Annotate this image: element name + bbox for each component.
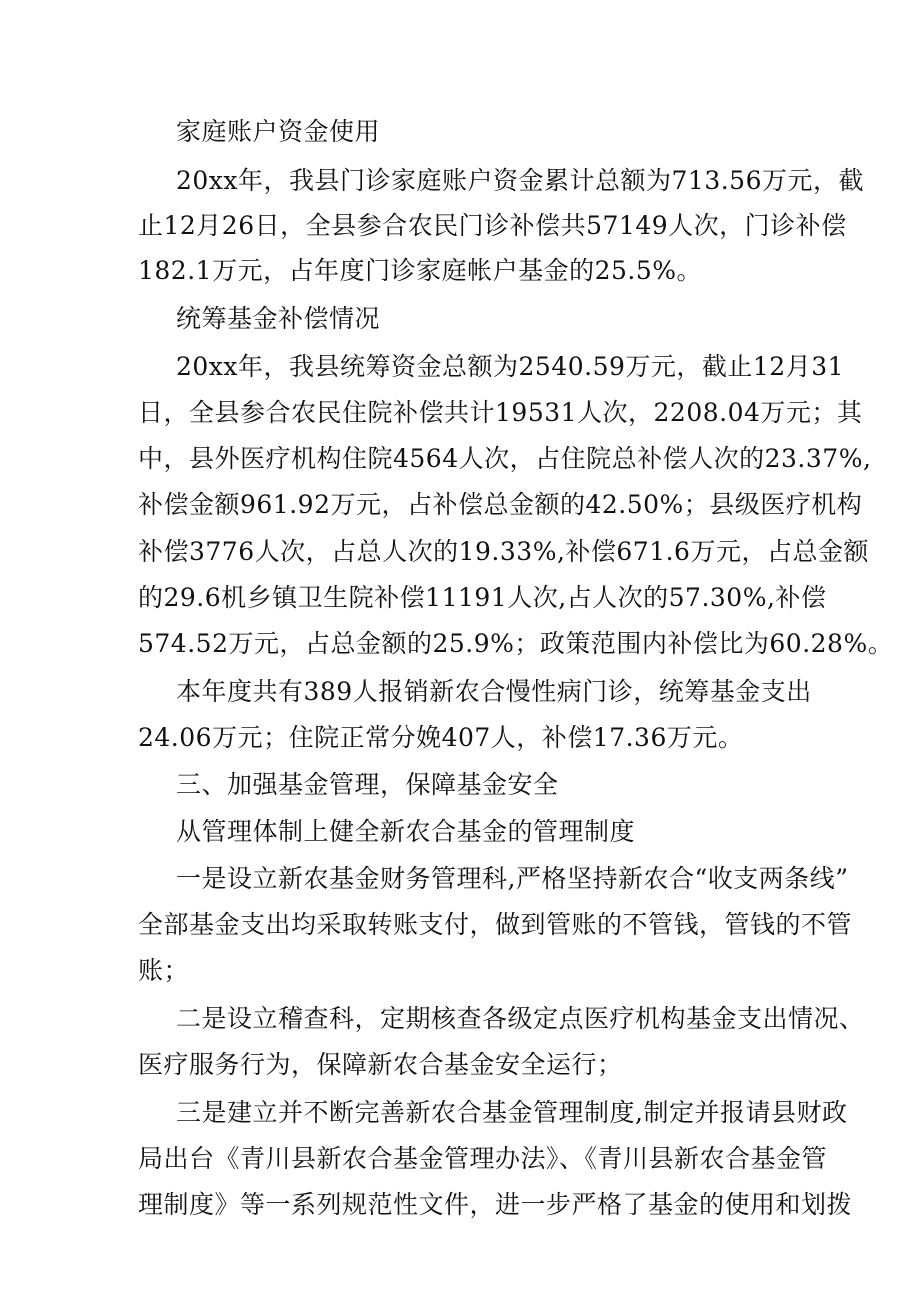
paragraph-line: 医疗服务行为，保障新农合基金安全运行； xyxy=(138,1050,623,1079)
paragraph-line: 中，县外医疗机构住院4564人次，占住院总补偿人次的23.37%, xyxy=(138,444,872,473)
paragraph-line: 日，全县参合农民住院补偿共计19531人次，2208.04万元；其 xyxy=(138,398,863,427)
paragraph-line: 574.52万元，占总金额的25.9%；政策范围内补偿比为60.28%。 xyxy=(138,629,894,658)
paragraph-line: 二是设立稽查科，定期核查各级定点医疗机构基金支出情况、 xyxy=(176,1004,865,1033)
paragraph-line: 一是设立新农基金财务管理科,严格坚持新农合“收支两条线” xyxy=(176,864,849,893)
heading-family-account: 家庭账户资金使用 xyxy=(176,117,381,146)
paragraph-line: 局出台《青川县新农合基金管理办法》、《青川县新农合基金管 xyxy=(138,1144,828,1173)
paragraph-line: 本年度共有389人报销新农合慢性病门诊，统筹基金支出 xyxy=(176,677,812,706)
section-heading: 三、加强基金管理，保障基金安全 xyxy=(176,770,559,799)
paragraph-line: 20xx年，我县统筹资金总额为2540.59万元，截止12月31 xyxy=(176,352,845,381)
paragraph-line: 24.06万元；住院正常分娩407人，补偿17.36万元。 xyxy=(138,723,744,752)
subheading: 从管理体制上健全新农合基金的管理制度 xyxy=(176,817,636,846)
paragraph-line: 20xx年，我县门诊家庭账户资金累计总额为713.56万元，截 xyxy=(176,166,864,195)
heading-pooled-fund: 统筹基金补偿情况 xyxy=(176,304,381,333)
paragraph-line: 止12月26日，全县参合农民门诊补偿共57149人次，门诊补偿 xyxy=(138,211,847,240)
paragraph-line: 全部基金支出均采取转账支付，做到管账的不管钱，管钱的不管 xyxy=(138,910,853,939)
paragraph-line: 账； xyxy=(138,956,190,985)
paragraph-line: 补偿3776人次，占总人次的19.33%,补偿671.6万元，占总金额 xyxy=(138,537,869,566)
paragraph-line: 补偿金额961.92万元，占补偿总金额的42.50%；县级医疗机构 xyxy=(138,490,863,519)
paragraph-line: 的29.6机乡镇卫生院补偿11191人次,占人次的57.30%,补偿 xyxy=(138,583,827,612)
paragraph-line: 理制度》等一系列规范性文件，进一步严格了基金的使用和划拨 xyxy=(138,1190,853,1219)
paragraph-line: 三是建立并不断完善新农合基金管理制度,制定并报请县财政 xyxy=(176,1098,848,1127)
paragraph-line: 182.1万元，占年度门诊家庭帐户基金的25.5%。 xyxy=(138,256,702,285)
